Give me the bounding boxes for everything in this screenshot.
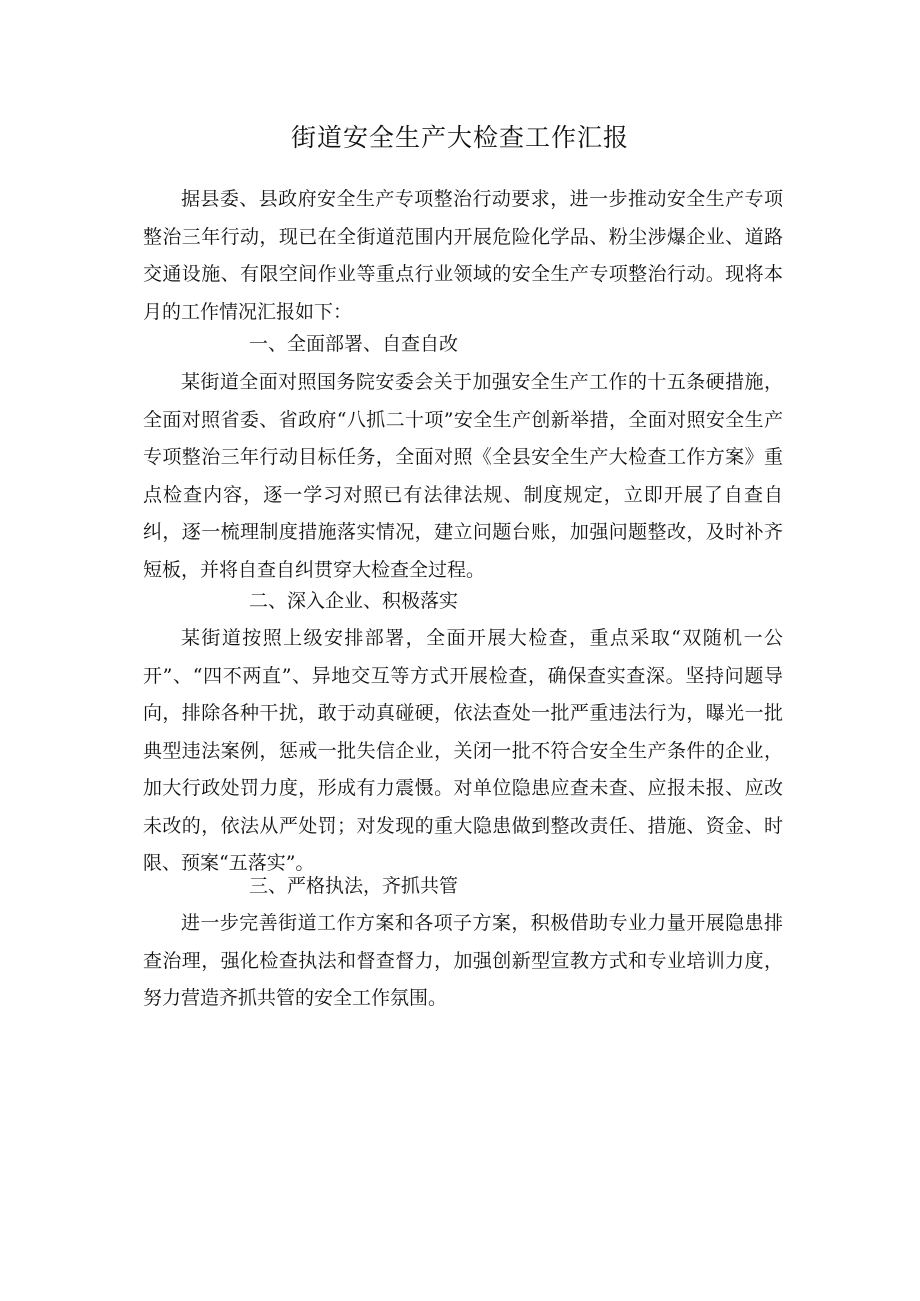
section-2-body: 某街道按照上级安排部署，全面开展大检查，重点采取“双随机一公开”、“四不两直”、异地交互等方式开展检查，确保查实查深。坚持问题导向，排除各种干扰，敢于动真碰硬，依法查处一批严重违法行为，曝光一批典型违法案例，惩戒一批失信企业，关闭一批不符合安全生产条件的企业，加大行政处罚力度，形成有力震慑。对单位隐患应查未查、应报未报、应改未改的，依法从严处罚；对发现的重大隐患做到整改责任、措施、资金、时限、预案“五落实”。 bbox=[143, 627, 783, 874]
section-1-body: 某街道全面对照国务院安委会关于加强安全生产工作的十五条硬措施，全面对照省委、省政府“八抓二十项”安全生产创新举措，全面对照安全生产专项整治三年行动目标任务，全面对照《全县安全生产大检查工作方案》重点检查内容，逐一学习对照已有法律法规、制度规定，立即开展了自查自纠，逐一梳理制度措施落实情况，建立问题台账，加强问题整改，及时补齐短板，并将自查自纠贯穿大检查全过程。 bbox=[143, 371, 783, 581]
document-title: 街道安全生产大检查工作汇报 bbox=[290, 123, 629, 152]
section-3-heading: 三、严格执法，齐抓共管 bbox=[249, 875, 459, 897]
intro-paragraph: 据县委、县政府安全生产专项整治行动要求，进一步推动安全生产专项整治三年行动，现已在全街道范围内开展危险化学品、粉尘涉爆企业、道路交通设施、有限空间作业等重点行业领域的安全生产专项整治行动。现将本月的工作情况汇报如下： bbox=[143, 188, 783, 323]
section-3-body: 进一步完善街道工作方案和各项子方案，积极借助专业力量开展隐患排查治理，强化检查执法和督查督力，加强创新型宣教方式和专业培训力度，努力营造齐抓共管的安全工作氛围。 bbox=[143, 912, 783, 1009]
section-1-heading: 一、全面部署、自查自改 bbox=[249, 333, 459, 355]
section-2-heading: 二、深入企业、积极落实 bbox=[249, 590, 459, 612]
